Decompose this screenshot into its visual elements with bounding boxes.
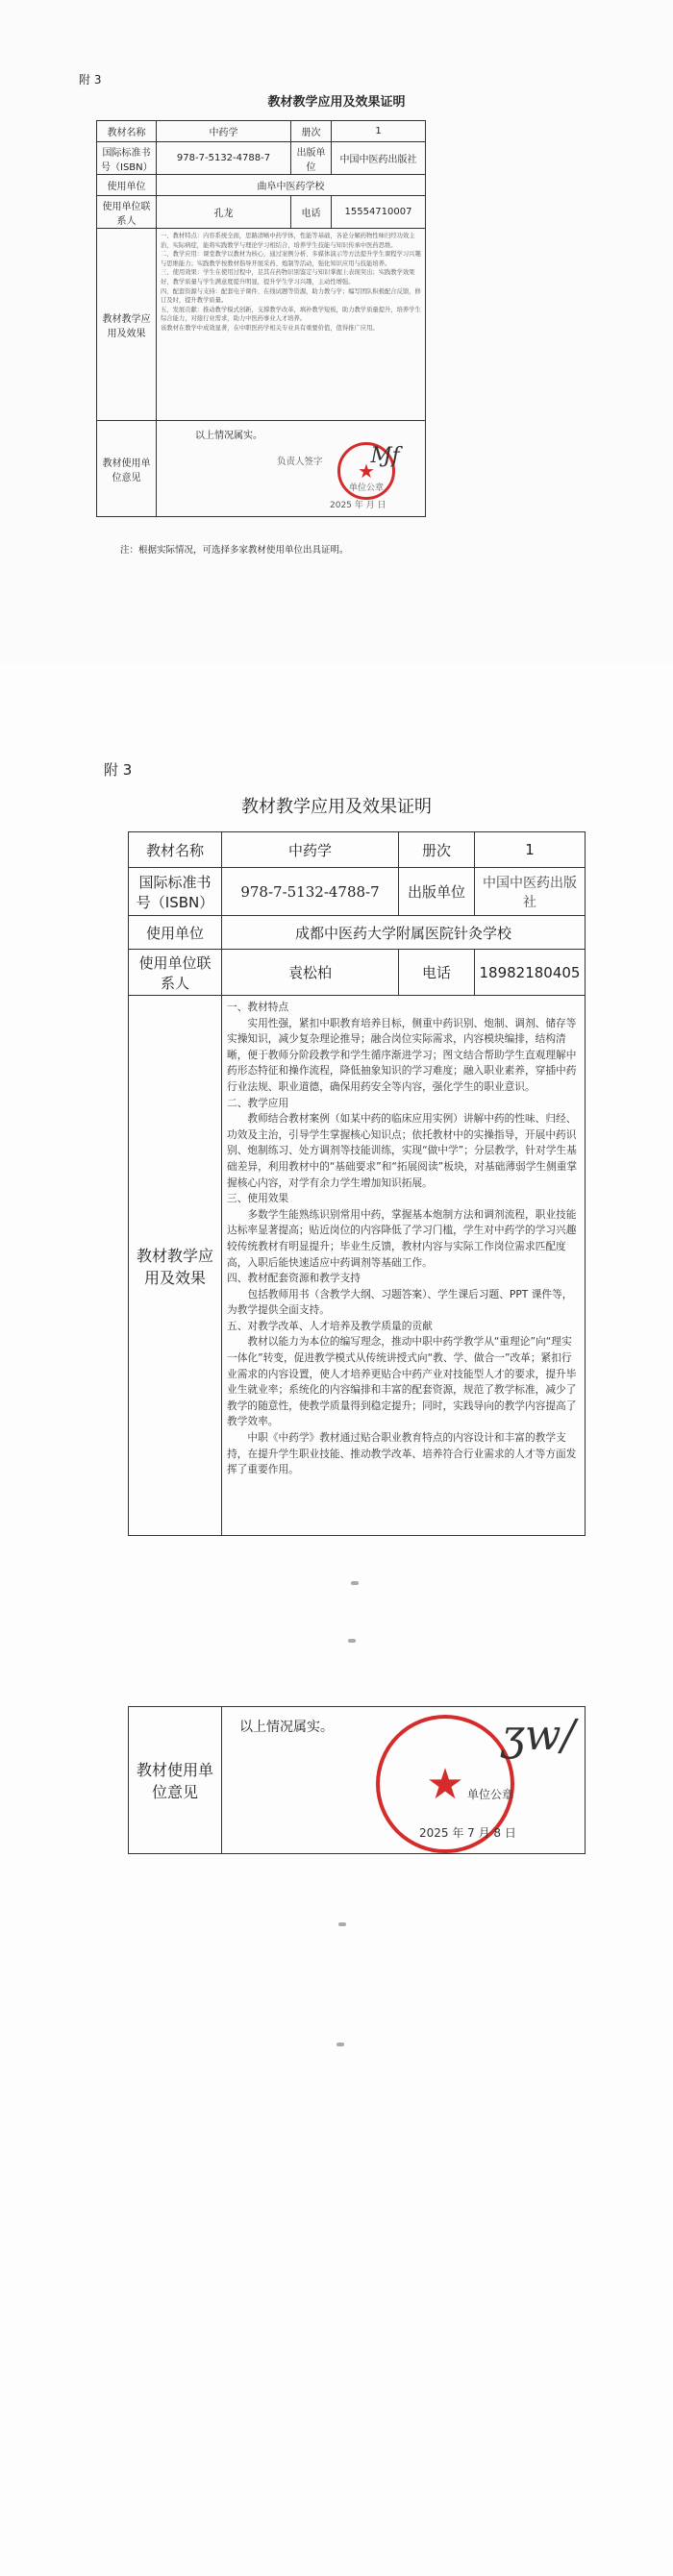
signature-label: 负责人签字 (277, 457, 323, 467)
label-edition: 册次 (291, 121, 332, 142)
scan-page-1 (0, 0, 673, 663)
value-edition: 1 (475, 832, 586, 868)
label-user-unit: 使用单位 (129, 916, 222, 950)
paragraph: 四、配套资源与支持：配套电子课件、在线试题等资源，助力教与学；编写团队积极配合反馈，修订及时，提升教学质量。 (161, 287, 421, 305)
label-isbn: 国际标准书号（ISBN） (97, 142, 157, 175)
label-opinion: 教材使用单位意见 (97, 421, 157, 517)
opinion-cell (222, 1707, 586, 1854)
application-text (157, 229, 426, 421)
paragraph: 中职《中药学》教材通过贴合职业教育特点的内容设计和丰富的教学支持，在提升学生职业技能、推动教学改革、培养符合行业需求的人才等方面发挥了重要作用。 (227, 1431, 577, 1476)
label-textbook-name: 教材名称 (97, 121, 157, 142)
paragraph: 多数学生能熟练识别常用中药，掌握基本炮制方法和调剂流程，职业技能达标率显著提高；贴近岗位的内容降低了学习门槛，学生对中药学的学习兴趣较传统教材有明显提升；毕业生反馈，教材内容与实际工作岗位需求匹配度高，入职后能快速适应中药调剂等基础工作。 (227, 1207, 577, 1269)
attachment-label: 附 3 (104, 761, 133, 779)
date: 2025 年 7 月 8 日 (419, 1826, 516, 1840)
value-phone: 18982180405 (475, 950, 586, 996)
opinion-table (128, 1706, 586, 1854)
application-text (222, 996, 586, 1536)
value-contact: 孔龙 (157, 196, 291, 229)
paragraph: 包括教师用书（含教学大纲、习题答案）、学生课后习题、PPT 课件等，为教学提供全面支持。 (227, 1287, 573, 1317)
value-edition: 1 (332, 121, 426, 142)
section-heading: 三、使用效果 (227, 1192, 289, 1205)
label-opinion: 教材使用单位意见 (129, 1707, 222, 1854)
value-publisher: 中国中医药出版社 (332, 142, 426, 175)
scan-page-2 (0, 663, 673, 2576)
paragraph: 二、教学应用：课堂教学以教材为核心，通过案例分析、多媒体演示等方法提升学生课程学习兴趣与思维能力；实践教学按教材指导开展采药、炮制等活动，强化知识应用与技能培养。 (161, 251, 421, 267)
scan-speck (348, 1639, 356, 1643)
label-publisher: 出版单位 (399, 868, 475, 916)
paragraph: 该教材在教学中成效显著，在中职医药学相关专业具有重要价值，值得推广应用。 (161, 324, 379, 332)
date: 2025 年 月 日 (330, 501, 386, 510)
attachment-label: 附 3 (79, 73, 102, 87)
handwritten-signature: Ɱf (370, 444, 400, 468)
section-heading: 五、对教学改革、人才培养及教学质量的贡献 (227, 1319, 433, 1332)
paragraph: 教师结合教材案例（如某中药的临床应用实例）讲解中药的性味、归经、功效及主治，引导学生掌握核心知识点；依托教材中的实操指导，开展中药识别、炮制练习、处方调剂等技能训练，实现“做中学”；分层教学，针对学生基础差异，利用教材中的“基础要求”和“拓展阅读”板块，对基础薄弱学生侧重掌握核心内容，对学有余力学生增加知识拓展。 (227, 1112, 578, 1189)
value-phone: 15554710007 (332, 196, 426, 229)
label-phone: 电话 (399, 950, 475, 996)
footnote: 注：根据实际情况，可选择多家教材使用单位出具证明。 (120, 545, 349, 556)
value-isbn: 978-7-5132-4788-7 (157, 142, 291, 175)
section-heading: 一、教材特点 (227, 1001, 289, 1013)
paragraph: 三、使用效果：学生在使用过程中，足其在药物识别鉴定与知识掌握上表现突出；实践教学效果好，教学质量与学生满意度提升明显，提升学生学习兴趣，主动性增强。 (161, 269, 415, 285)
paragraph: 教材以能力为本位的编写理念，推动中职中药学教学从“重理论”向“理实一体化”转变，促进教学模式从传统讲授式向“教、学、做合一”改革；紧扣行业需求的内容设置，使人才培养更贴合中药产业对技能型人才的要求，提升毕业生就业率；系统化的内容编排和丰富的配套资源，规范了教学标准，减少了教学的随意性，使教学质量得到稳定提升；同时，实践导向的教学内容提高了教学效率。 (227, 1335, 577, 1428)
certificate-table (96, 120, 426, 517)
label-phone: 电话 (291, 196, 332, 229)
certificate-table (128, 831, 586, 1536)
value-isbn: 978-7-5132-4788-7 (222, 868, 399, 916)
handwritten-signature: ʒw∕ (501, 1711, 576, 1760)
label-application: 教材教学应用及效果 (97, 229, 157, 421)
section-heading: 二、教学应用 (227, 1096, 289, 1109)
paragraph: 五、发展贡献：推动教学模式创新，支撑教学改革，填补教学短板，助力教学质量提升，培养学生综合能力，对接行业需求，助力中医药事业人才培养。 (161, 306, 421, 323)
value-textbook-name: 中药学 (222, 832, 399, 868)
paragraph: 一、教材特点：内容系统全面，思路清晰中药学体，性能等基础，各论分解药物性味归经功效主治，实际病症，能将实践教学与理论学习相结合，培养学生技能与知识传承中医药思维。 (161, 233, 415, 249)
scan-speck (351, 1581, 359, 1585)
label-publisher: 出版单位 (291, 142, 332, 175)
paragraph: 实用性强，紧扣中职教育培养目标，侧重中药识别、炮制、调剂、储存等实操知识，减少复杂理论推导；融合岗位实际需求，内容模块编排，结构清晰，便于教师分阶段教学和学生循序渐进学习；图文结合帮助学生直观理解中药形态特征和操作流程，降低抽象知识的学习难度；融入职业素养，穿插中药行业法规、职业道德，确保用药安全等内容，强化学生的职业意识。 (227, 1016, 577, 1093)
label-textbook-name: 教材名称 (129, 832, 222, 868)
label-contact: 使用单位联系人 (129, 950, 222, 996)
label-isbn: 国际标准书号（ISBN） (129, 868, 222, 916)
label-user-unit: 使用单位 (97, 175, 157, 196)
value-user-unit: 曲阜中医药学校 (157, 175, 426, 196)
seal-label: 单位公章 (349, 483, 385, 493)
label-application: 教材教学应用及效果 (129, 996, 222, 1536)
page-title: 教材教学应用及效果证明 (241, 797, 432, 817)
label-edition: 册次 (399, 832, 475, 868)
section-heading: 四、教材配套资源和教学支持 (227, 1272, 361, 1285)
opinion-text: 以上情况属实。 (195, 431, 262, 441)
value-user-unit: 成都中医药大学附属医院针灸学校 (222, 916, 586, 950)
value-textbook-name: 中药学 (157, 121, 291, 142)
opinion-text: 以上情况属实。 (239, 1720, 334, 1735)
scan-speck (338, 1922, 346, 1926)
opinion-cell (157, 421, 426, 517)
page-title: 教材教学应用及效果证明 (267, 95, 406, 110)
seal-label: 单位公章 (467, 1788, 514, 1801)
scan-speck (336, 2043, 344, 2046)
label-contact: 使用单位联系人 (97, 196, 157, 229)
star-icon: ★ (426, 1759, 464, 1809)
value-contact: 袁松柏 (222, 950, 399, 996)
value-publisher: 中国中医药出版社 (475, 868, 586, 916)
star-icon: ★ (358, 459, 375, 483)
